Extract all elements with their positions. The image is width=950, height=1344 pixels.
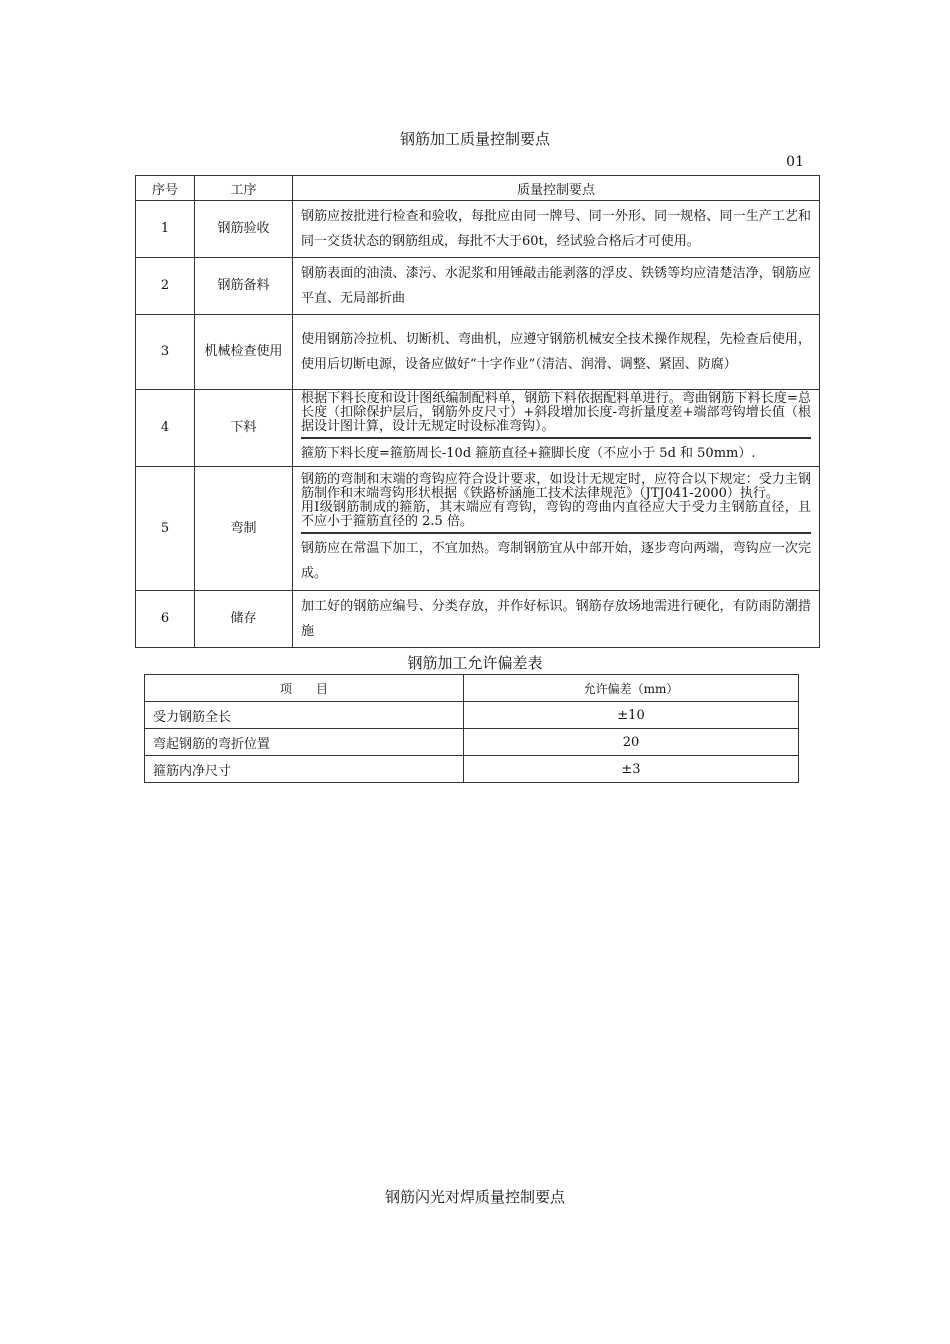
- row-no: 2: [136, 258, 195, 315]
- table-row: [145, 702, 799, 729]
- document-title: 钢筋加工质量控制要点: [399, 130, 550, 148]
- page-number: 01: [786, 154, 804, 170]
- header-item: 项 目: [145, 675, 464, 702]
- row-text-part-a: [301, 471, 811, 534]
- row-no: 6: [136, 591, 195, 648]
- row-no: 3: [136, 315, 195, 390]
- row-no: 4: [136, 390, 195, 467]
- table-header-row: [145, 675, 799, 702]
- table-row: [145, 756, 799, 783]
- row-text-part-b: 钢筋应在常温下加工，不宜加热。弯制钢筋宜从中部开始，逐步弯向两端，弯钩应一次完成。: [301, 541, 811, 581]
- table-header-row: [136, 176, 820, 201]
- row-step: 弯制: [195, 467, 293, 591]
- row-step: 钢筋备料: [195, 258, 293, 315]
- row-step: 钢筋验收: [195, 201, 293, 258]
- row-no: 1: [136, 201, 195, 258]
- tolerance-table-title: 钢筋加工允许偏差表: [407, 654, 543, 672]
- table-row: [136, 258, 820, 315]
- row-text: [293, 390, 820, 467]
- row-item: 受力钢筋全长: [145, 702, 464, 729]
- row-item: 弯起钢筋的弯折位置: [145, 729, 464, 756]
- row-step: 机械检查使用: [195, 315, 293, 390]
- table-row: [136, 467, 820, 591]
- row-text-line-a1: 钢筋的弯制和末端的弯钩应符合设计要求，如设计无规定时，应符合以下规定：受力主钢筋制作和末端弯钩形状根据《铁路桥涵施工技术法律规范》（JTJ041-2000）执行。: [301, 472, 811, 501]
- header-tolerance: 允许偏差（mm）: [464, 675, 799, 702]
- row-step: 储存: [195, 591, 293, 648]
- row-no: 5: [136, 467, 195, 591]
- table-row: [136, 390, 820, 467]
- header-no: 序号: [136, 176, 195, 201]
- row-text-part-a: 根据下料长度和设计图纸编制配料单，钢筋下料依据配料单进行。弯曲钢筋下料长度=总长度（扣除保护层后，钢筋外皮尺寸）+斜段增加长度-弯折量度差+端部弯钩增长值（根据设计图计算，设计无规定时设标准弯钩）。: [301, 390, 811, 439]
- row-text: [293, 467, 820, 591]
- table-row: [145, 729, 799, 756]
- quality-control-table: [135, 175, 820, 648]
- row-value: ±3: [464, 756, 799, 783]
- row-text: 加工好的钢筋应编号、分类存放，并作好标识。钢筋存放场地需进行硬化，有防雨防潮措施: [293, 591, 820, 648]
- row-value: 20: [464, 729, 799, 756]
- table-row: [136, 201, 820, 258]
- table-row: [136, 591, 820, 648]
- row-item: 箍筋内净尺寸: [145, 756, 464, 783]
- next-section-title: 钢筋闪光对焊质量控制要点: [384, 1188, 565, 1206]
- row-text-part-b: 箍筋下料长度=箍筋周长-10d 箍筋直径+箍脚长度（不应小于 5d 和 50mm）.: [301, 446, 756, 461]
- header-points: 质量控制要点: [293, 176, 820, 201]
- row-text-line-a2: 用Ⅰ级钢筋制成的箍筋，其末端应有弯钩，弯钩的弯曲内直径应大于受力主钢筋直径，且不应小于箍筋直径的 2.5 倍。: [301, 500, 811, 529]
- table-row: [136, 315, 820, 390]
- row-text: 使用钢筋冷拉机、切断机、弯曲机，应遵守钢筋机械安全技术操作规程，先检查后使用，使用后切断电源，设备应做好“十字作业”（清洁、润滑、调整、紧固、防腐）: [293, 315, 820, 390]
- row-text: 钢筋表面的油渍、漆污、水泥浆和用锤敲击能剥落的浮皮、铁锈等均应清楚洁净，钢筋应平直、无局部折曲: [293, 258, 820, 315]
- row-text: 钢筋应按批进行检查和验收，每批应由同一牌号、同一外形、同一规格、同一生产工艺和同一交货状态的钢筋组成，每批不大于60t，经试验合格后才可使用。: [293, 201, 820, 258]
- row-step: 下料: [195, 390, 293, 467]
- header-step: 工序: [195, 176, 293, 201]
- tolerance-table: [144, 674, 799, 783]
- row-value: ±10: [464, 702, 799, 729]
